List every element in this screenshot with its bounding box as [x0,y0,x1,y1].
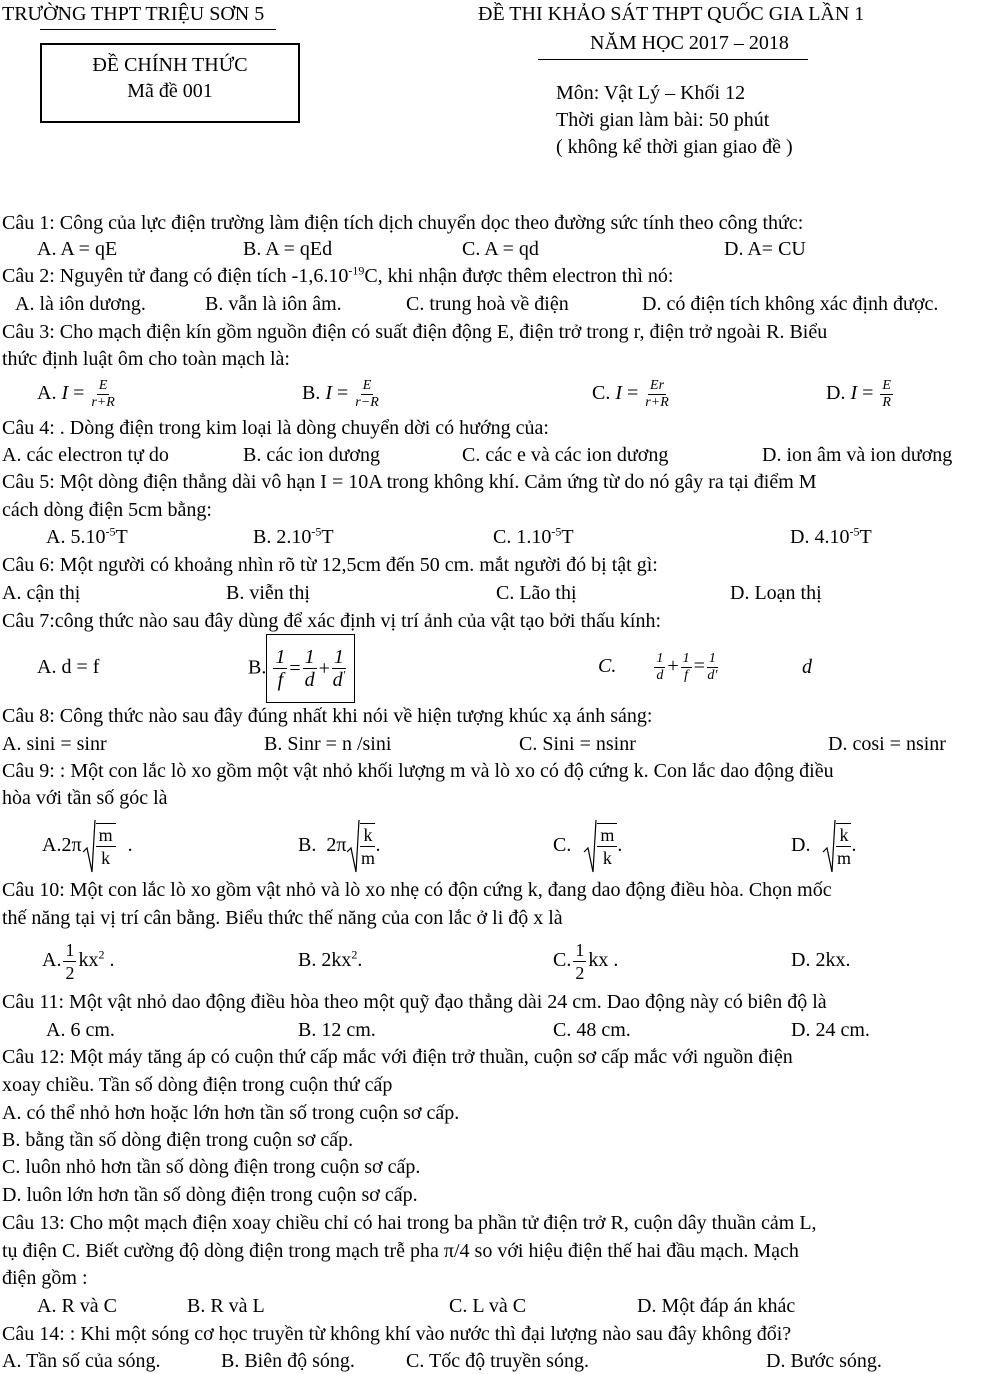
q9-d-fraction [836,823,851,869]
q7-option-c [598,646,720,686]
q9-b-radical [346,818,360,874]
q9-a-den: k [101,848,111,869]
q9-stem-line1: Câu 9: : Một con lắc lò xo gồm một vật nhỏ khối lượng m và lò xo có độ cứng k. Con lắc dao động điều [2,760,834,782]
q3-b-den: r−R [355,394,379,410]
q9-d-dot: . [851,834,857,856]
q5-b-exp: -5 [311,524,322,539]
q6-option-d: D. Loạn thị [730,582,822,604]
q3-d-label: D. [826,382,846,404]
q7-c-num3: 1 [708,650,716,666]
q9-b-num: k [360,824,375,847]
q14-option-a: A. Tần số của sóng. [2,1350,161,1372]
q7-b-den-f: f [277,668,284,691]
q9-d-label: D. [791,834,811,856]
q2-option-c: C. trung hoà về điện [406,293,569,315]
q7-option-b [248,634,355,703]
q3-d-num: E [882,377,891,393]
q8-option-c: C. Sini = nsinr [519,733,636,755]
year-underline [538,59,808,60]
q9-c-fraction [597,823,617,869]
q5-a-base: A. 5.10 [46,526,106,548]
q5-c-base: C. 1.10 [493,526,552,548]
q7-b-plus: + [318,657,330,680]
q3-c-label: C. [592,382,611,404]
q9-c-radical [583,818,597,874]
q10-a-exp: 2 [98,947,105,962]
q7-c-frac-f [681,651,692,684]
q1-option-b: B. A = qEd [243,238,333,260]
q9-d-num: k [836,824,851,847]
q5-a-exp: -5 [105,524,116,539]
q10-c-expr: kx [588,949,609,971]
q7-b-label: B. [248,656,267,679]
q7-b-den-dp-prime: ' [342,667,346,682]
q12-option-c: C. luôn nhỏ hơn tần số dòng điện trong cuộn sơ cấp. [2,1156,421,1178]
q3-d-eq: = [862,382,874,404]
q3-c-eq: = [627,382,639,404]
q1-option-d: D. A= CU [724,238,806,260]
exam-code: Mã đề 001 [127,80,213,102]
q10-b-exp: 2 [351,947,358,962]
q3-stem-line2: thức định luật ôm cho toàn mạch là: [2,348,290,370]
q2-stem-pre: Câu 2: Nguyên tử đang có điện tích -1,6.10 [2,265,349,287]
q11-option-b: B. 12 cm. [298,1019,376,1041]
q8-option-a: A. sini = sinr [2,733,107,755]
q7-c-frac-d [654,651,665,684]
q3-c-var: I [615,382,623,404]
q14-stem: Câu 14: : Khi một sóng cơ học truyền từ không khí vào nước thì đại lượng nào sau đây không đổi? [2,1323,792,1345]
q7-b-num2: 1 [304,645,315,668]
q3-b-num: E [362,377,372,393]
q12-option-b: B. bằng tần số dòng điện trong cuộn sơ cấp. [2,1129,354,1151]
q9-b-label: B. [298,834,317,856]
q10-stem-line2: thế năng tại vị trí cân bằng. Biểu thức thế năng của con lắc ở li độ x là [2,907,563,929]
q11-stem: Câu 11: Một vật nhỏ dao động điều hòa theo một quỹ đạo thẳng dài 24 cm. Dao động này có biên độ là [2,991,827,1013]
q10-a-fraction [63,939,76,984]
q8-option-d: D. cosi = nsinr [828,733,946,755]
q7-b-num3: 1 [333,645,344,668]
q3-option-a [37,373,117,413]
q5-c-unit: T [561,526,574,548]
q9-b-den: m [360,848,375,869]
q2-stem-exp: -19 [348,263,365,278]
q8-stem: Câu 8: Công thức nào sau đây đúng nhất khi nói về hiện tượng khúc xạ ánh sáng: [2,705,653,727]
q14-option-c: C. Tốc độ truyền sóng. [406,1350,589,1372]
q10-stem-line1: Câu 10: Một con lắc lò xo gồm vật nhỏ và lò xo nhẹ có độn cứng k, đang dao động điều hòa. Chọn mốc [2,879,832,901]
q10-c-tail: . [608,949,619,971]
q10-b-tail: . [357,949,363,971]
q9-a-num: m [96,824,116,847]
q11-option-d: D. 24 cm. [791,1019,870,1041]
q5-option-c [493,525,574,549]
q1-stem: Câu 1: Công của lực điện trường làm điện tích dịch chuyển dọc theo đường sức tính theo công thức: [2,212,804,234]
q7-c-label: C. [598,655,617,677]
q14-option-d: D. Bước sóng. [766,1350,882,1372]
q5-c-exp: -5 [551,524,562,539]
q9-a-label: A. [42,834,62,856]
q13-stem-line2: tụ điện C. Biết cường độ dòng điện trong mạch trễ pha π/4 so với hiệu điện thế hai đầu mạch. Mạch [2,1240,799,1262]
q9-c-num: m [597,824,617,847]
duration-note: ( không kể thời gian giao đề ) [556,136,793,158]
q9-option-c [553,815,622,875]
q7-b-num1: 1 [275,645,286,668]
q10-c-label: C. [553,949,572,971]
q7-c-plus: + [667,655,679,677]
q2-option-d: D. có điện tích không xác định được. [642,293,939,315]
q4-option-d: D. ion âm và ion dương [762,444,953,466]
q10-a-num: 1 [65,939,75,960]
q3-c-fraction [645,378,668,411]
q3-d-fraction [880,378,893,411]
q7-b-eq: = [289,657,301,680]
q13-stem-line3: điện gồm : [2,1267,88,1289]
q7-b-den-d: d [304,668,315,691]
q7-c-eq: = [693,655,705,677]
q7-b-frac-f [273,646,287,691]
q3-a-den: r+R [91,394,115,410]
q3-option-c [592,373,671,413]
q10-option-c [553,932,618,988]
q3-b-fraction [355,378,378,411]
q7-c-frac-dp [707,651,718,684]
q10-a-tail: . [104,949,115,971]
q10-b-base: B. 2kx [298,949,352,971]
q3-b-var: I [325,382,333,404]
q6-option-c: C. Lão thị [496,582,577,604]
q7-c-num1: 1 [656,650,664,666]
q10-option-b [298,948,362,972]
q7-c-den-d: d [656,667,664,683]
q1-option-a: A. A = qE [37,238,118,260]
q9-a-two-pi: 2π [61,834,82,856]
q14-option-b: B. Biên độ sóng. [221,1350,355,1372]
q3-a-label: A. [37,382,57,404]
q10-c-fraction [573,939,586,984]
q3-b-eq: = [337,382,349,404]
q7-c-den-dp: d′ [707,667,718,683]
q13-option-d: D. Một đáp án khác [637,1295,796,1317]
q7-b-den-dp-base: d [332,668,343,691]
q10-a-label: A. [42,949,62,971]
q2-option-b: B. vẫn là iôn âm. [205,293,342,315]
exam-title: ĐỀ THI KHẢO SÁT THPT QUỐC GIA LẦN 1 [478,3,865,25]
q2-stem [2,264,673,288]
q5-d-unit: T [859,526,872,548]
q5-stem-line1: Câu 5: Một dòng điện thẳng dài vô hạn I = 10A trong không khí. Cảm ứng từ do nó gây ra tại điểm M [2,471,817,493]
q13-option-a: A. R và C [37,1295,117,1317]
q5-option-d [790,525,872,549]
q10-c-den: 2 [575,962,585,983]
school-year: NĂM HỌC 2017 – 2018 [590,32,789,54]
q3-a-eq: = [73,382,85,404]
q9-option-a [42,815,133,875]
q12-stem-line1: Câu 12: Một máy tăng áp có cuộn thứ cấp mắc với điện trở thuần, cuộn sơ cấp mắc với nguồn điện [2,1046,793,1068]
q7-option-a: A. d = f [37,656,100,678]
q5-option-b [253,525,334,549]
q6-stem: Câu 6: Một người có khoảng nhìn rõ từ 12,5cm đến 50 cm. mắt người đó bị tật gì: [2,554,658,576]
q9-a-dot: . [127,834,133,856]
q11-option-c: C. 48 cm. [553,1019,631,1041]
q10-a-expr: kx [78,949,99,971]
q5-option-a [46,525,128,549]
q9-d-radical [822,818,836,874]
q9-c-label: C. [553,834,572,856]
q4-option-b: B. các ion dương [243,444,380,466]
q9-c-den: k [602,848,612,869]
q5-d-base: D. 4.10 [790,526,850,548]
q9-a-fraction [96,823,116,869]
q6-option-a: A. cận thị [2,582,81,604]
school-underline [40,29,276,30]
q9-d-den: m [836,848,851,869]
q2-option-a: A. là iôn dương. [15,293,146,315]
q7-option-d: d [802,656,812,678]
q11-option-a: A. 6 cm. [46,1019,115,1041]
q9-b-dot: . [375,834,381,856]
q3-stem-line1: Câu 3: Cho mạch điện kín gồm nguồn điện có suất điện động E, điện trở trong r, điện trở ngoài R. Biểu [2,321,828,343]
q3-c-den: r+R [645,394,669,410]
q7-b-formula-box [266,634,355,703]
q4-option-a: A. các electron tự do [2,444,169,466]
school-name: TRƯỜNG THPT TRIỆU SƠN 5 [2,3,265,25]
duration: Thời gian làm bài: 50 phút [556,109,770,131]
q10-option-a [42,932,114,988]
q9-b-two-pi: 2π [326,834,347,856]
q4-stem: Câu 4: . Dòng điện trong kim loại là dòng chuyển dời có hướng của: [2,417,549,439]
q3-c-num: Er [650,377,665,393]
q3-d-den: R [882,394,891,410]
q6-option-b: B. viễn thị [226,582,310,604]
q13-stem-line1: Câu 13: Cho một mạch điện xoay chiều chỉ có hai trong ba phần tử điện trở R, cuộn dây thuần cảm L, [2,1212,817,1234]
q9-stem-line2: hòa với tần số góc là [2,787,168,809]
q5-a-unit: T [115,526,128,548]
q3-option-d [826,373,895,413]
q10-c-num: 1 [575,939,585,960]
q7-c-den-f: f [684,667,689,683]
q12-option-a: A. có thể nhỏ hơn hoặc lớn hơn tần số trong cuộn sơ cấp. [2,1102,460,1124]
q9-c-dot: . [617,834,623,856]
q13-option-b: B. R và L [187,1295,265,1317]
q7-stem: Câu 7:công thức nào sau đây dùng để xác định vị trí ảnh của vật tạo bởi thấu kính: [2,610,662,632]
q3-d-var: I [850,382,858,404]
q10-option-d: D. 2kx. [791,949,851,971]
q7-b-frac-dp [332,646,346,691]
q8-option-b: B. Sinr = n /sini [264,733,392,755]
q12-stem-line2: xoay chiều. Tần số dòng điện trong cuộn thứ cấp [2,1074,393,1096]
q4-option-c: C. các e và các ion dương [462,444,669,466]
q3-b-label: B. [302,382,321,404]
official-label: ĐỀ CHÍNH THỨC [92,54,248,76]
q13-option-c: C. L và C [449,1295,527,1317]
q3-option-b [302,373,381,413]
q9-b-fraction [360,823,375,869]
q7-c-num2: 1 [682,650,690,666]
q3-a-fraction [91,378,114,411]
q1-option-c: C. A = qd [462,238,539,260]
q10-a-den: 2 [65,962,75,983]
q5-d-exp: -5 [849,524,860,539]
q9-a-radical [82,818,96,874]
q7-b-den-dp [333,669,346,691]
q3-a-var: I [61,382,69,404]
q9-option-b [298,815,380,875]
q5-stem-line2: cách dòng điện 5cm bằng: [2,499,212,521]
q5-b-base: B. 2.10 [253,526,312,548]
q5-b-unit: T [321,526,334,548]
q7-b-frac-d [303,646,317,691]
q2-stem-post: C, khi nhận được thêm electron thì nó: [364,265,674,287]
q9-option-d [791,815,856,875]
q3-a-num: E [98,377,108,393]
subject: Môn: Vật Lý – Khối 12 [556,82,746,104]
q12-option-d: D. luôn lớn hơn tần số dòng điện trong cuộn sơ cấp. [2,1184,418,1206]
